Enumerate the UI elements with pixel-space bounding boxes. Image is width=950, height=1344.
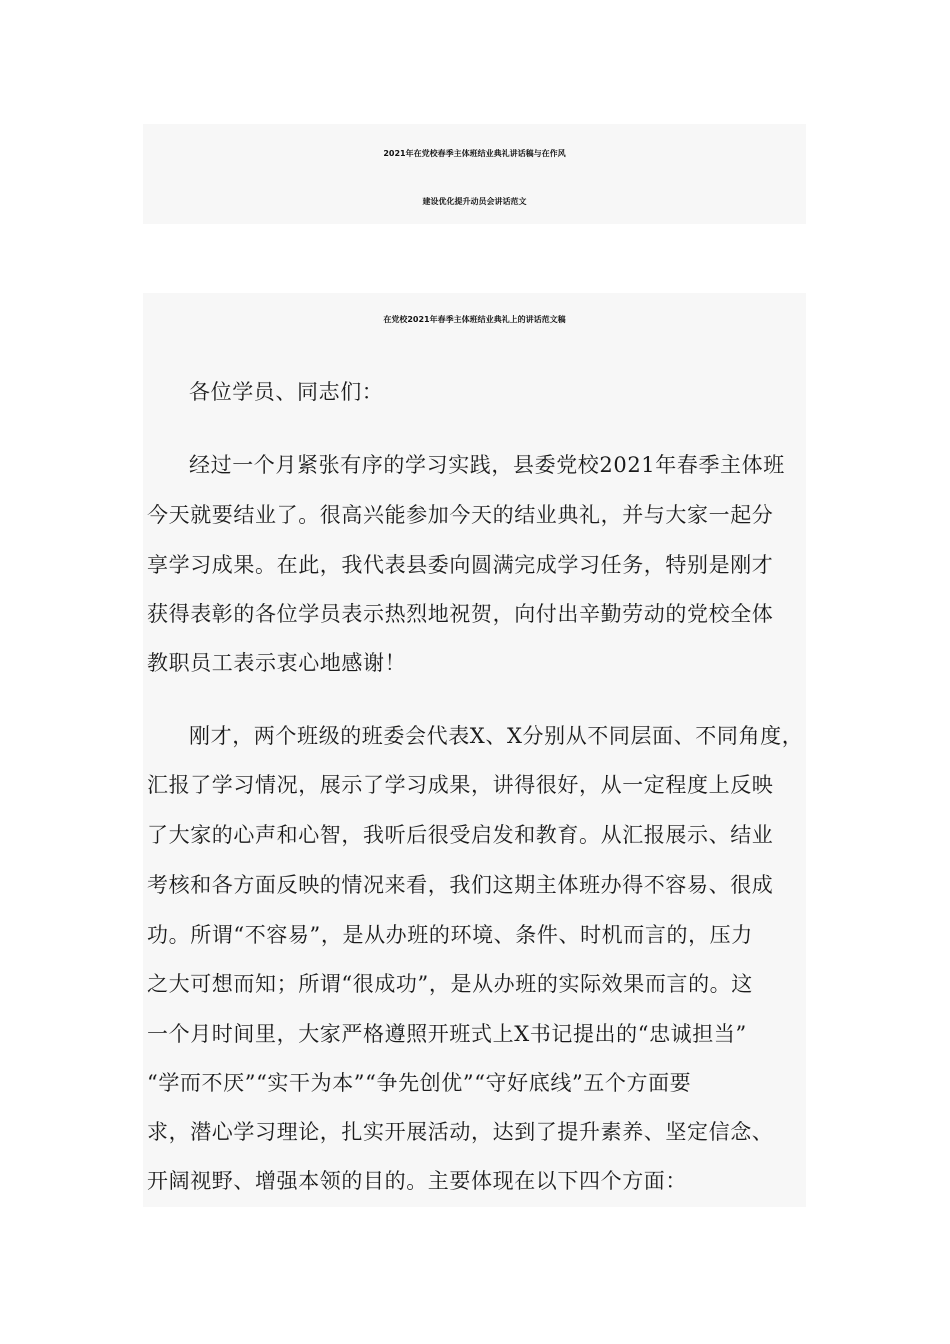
paragraph-1-line: 享学习成果。在此，我代表县委向圆满完成学习任务，特别是刚才 xyxy=(147,553,774,577)
paragraph-2-line: 刚才，两个班级的班委会代表X、X分别从不同层面、不同角度， xyxy=(189,724,804,748)
paragraph-2-line: 求，潜心学习理论，扎实开展活动，达到了提升素养、坚定信念、 xyxy=(147,1120,774,1144)
document-title-line-2: 建设优化提升动员会讲话范文 xyxy=(422,197,527,206)
greeting: 各位学员、同志们： xyxy=(189,380,384,404)
document-title-block xyxy=(143,124,806,224)
paragraph-1-line: 今天就要结业了。很高兴能参加今天的结业典礼，并与大家一起分 xyxy=(147,503,774,527)
paragraph-2-line: 之大可想而知；所谓“很成功”，是从办班的实际效果而言的。这 xyxy=(147,972,753,996)
paragraph-2-line: 汇报了学习情况，展示了学习成果，讲得很好，从一定程度上反映 xyxy=(147,773,774,797)
paragraph-1-line: 经过一个月紧张有序的学习实践，县委党校2021年春季主体班 xyxy=(189,453,785,477)
paragraph-2-line: 了大家的心声和心智，我听后很受启发和教育。从汇报展示、结业 xyxy=(147,823,774,847)
document-body xyxy=(143,293,806,1207)
paragraph-2-line: 功。所谓“不容易”，是从办班的环境、条件、时机而言的，压力 xyxy=(147,923,753,947)
paragraph-2-line: 考核和各方面反映的情况来看，我们这期主体班办得不容易、很成 xyxy=(147,873,774,897)
paragraph-1-line: 获得表彰的各位学员表示热烈地祝贺，向付出辛勤劳动的党校全体 xyxy=(147,602,774,626)
paragraph-2-line: 一个月时间里，大家严格遵照开班式上X书记提出的“忠诚担当” xyxy=(147,1022,747,1046)
paragraph-1-line: 教职员工表示衷心地感谢！ xyxy=(147,651,407,675)
paragraph-2-line: 开阔视野、增强本领的目的。主要体现在以下四个方面： xyxy=(147,1169,687,1193)
speech-subtitle: 在党校2021年春季主体班结业典礼上的讲话范文稿 xyxy=(383,315,566,324)
document-title-line-1: 2021年在党校春季主体班结业典礼讲话稿与在作风 xyxy=(383,149,566,158)
paragraph-2-line: “学而不厌”“实干为本”“争先创优”“守好底线”五个方面要 xyxy=(147,1071,692,1095)
